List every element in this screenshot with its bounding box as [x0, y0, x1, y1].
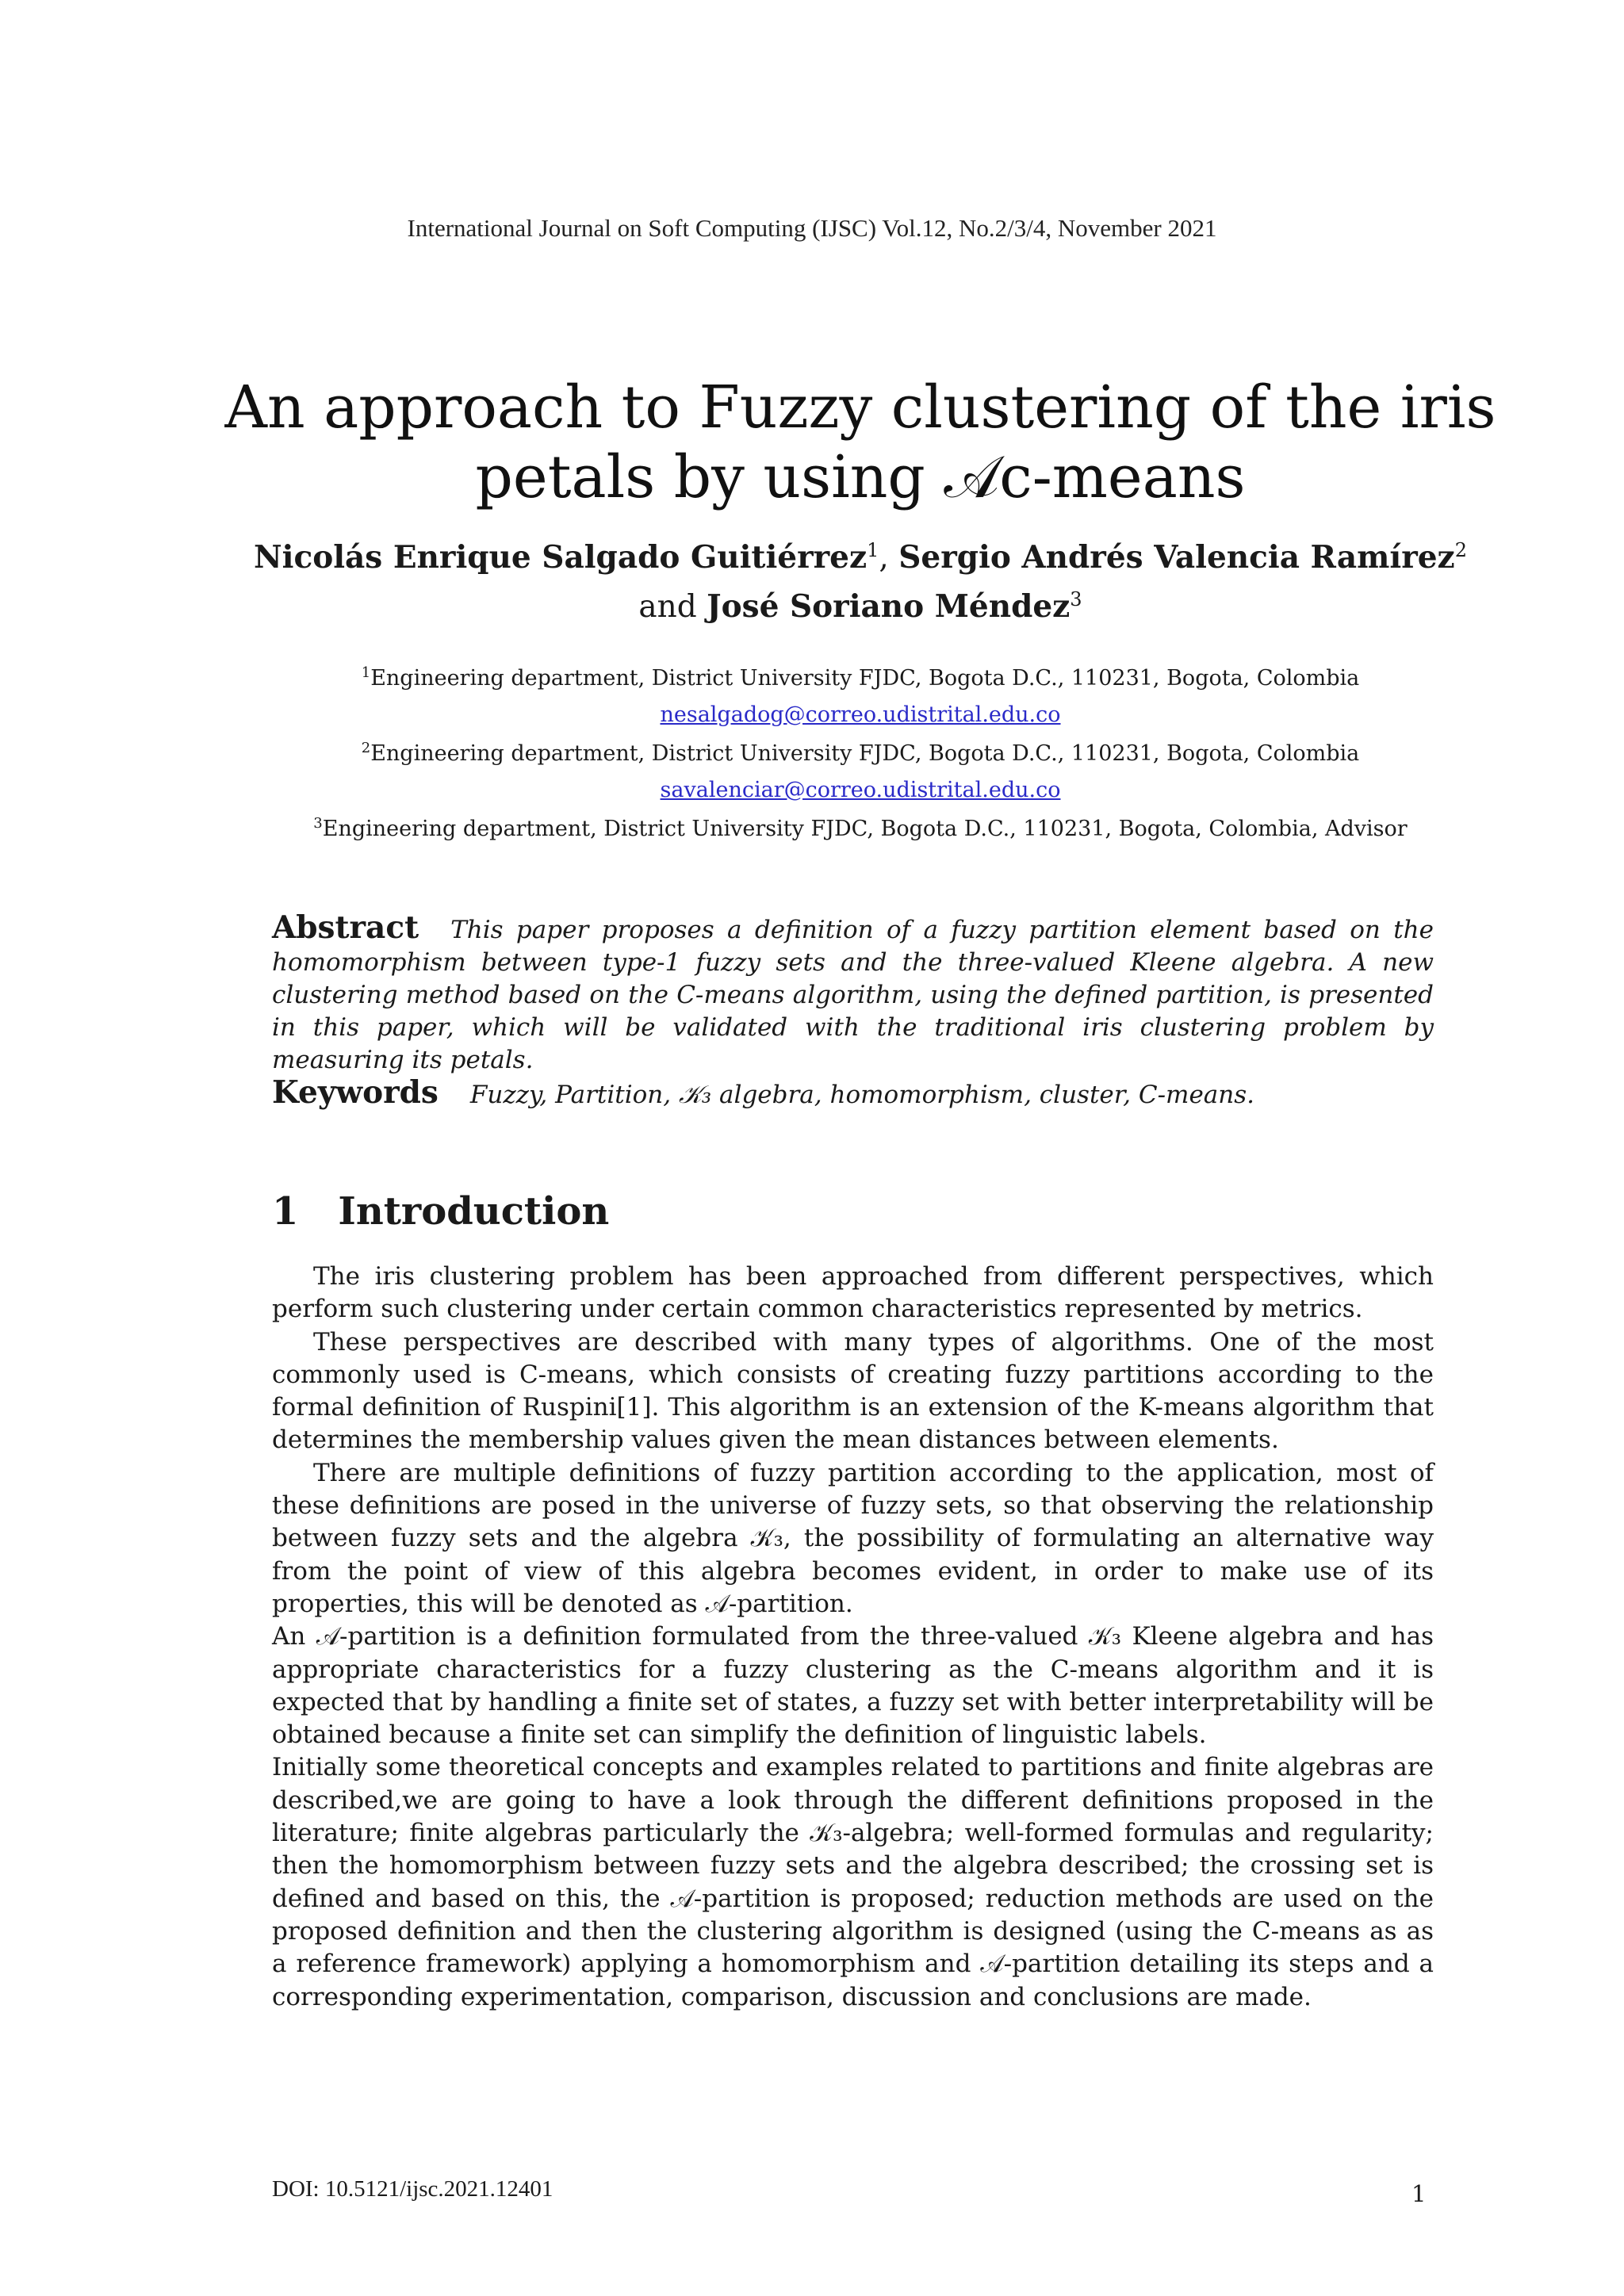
paragraph: The iris clustering problem has been approached from different perspectives, which perform such clustering under certain common characteristics represented by metrics.: [272, 1262, 1434, 1324]
author-1: Nicolás Enrique Salgado Guitiérrez: [254, 539, 868, 576]
abstract-text: This paper proposes a definition of a fuzzy partition element based on the homomorphism between type-1 fuzzy sets and the three-valued Kleene algebra. A new clustering method based on the C-means algorithm, using the defined partition, is presented in this paper, which will be validated with the traditional iris clustering problem by measuring its petals.: [272, 916, 1434, 1074]
section-number: 1: [272, 1189, 299, 1234]
affiliation-2-text: Engineering department, District University FJDC, Bogota D.C., 110231, Bogota, Colombia: [370, 741, 1360, 766]
affiliation-1-text: Engineering department, District University FJDC, Bogota D.C., 110231, Bogota, Colombia: [370, 666, 1360, 691]
body-text: [272, 1261, 1434, 2014]
abstract-label: Abstract: [272, 909, 419, 946]
affiliation-3: [159, 815, 1562, 841]
paragraph: There are multiple definitions of fuzzy partition according to the application, most of these definitions are posed in the universe of fuzzy sets, so that observing the relationship between fuzzy sets and the algebra 𝒦₃, the possibility of formulating an alternative way from the point of view of this algebra becomes evident, in order to make use of its properties, this will be denoted as 𝒜-partition.: [272, 1458, 1434, 1618]
author-list: [159, 530, 1562, 628]
email-1[interactable]: [159, 702, 1562, 727]
affiliation-3-sup: 3: [313, 815, 323, 832]
author-3: José Soriano Méndez: [707, 588, 1071, 625]
keywords-label: Keywords: [272, 1074, 439, 1111]
author-and: and: [638, 589, 707, 625]
email-2[interactable]: [159, 778, 1562, 802]
keywords: [272, 1074, 1434, 1111]
author-2-sup: 2: [1454, 539, 1467, 561]
section-title: Introduction: [338, 1189, 610, 1234]
keywords-text: Fuzzy, Partition, 𝒦₃ algebra, homomorphism, cluster, C-means.: [469, 1081, 1255, 1109]
abstract: [272, 909, 1434, 1077]
paragraph: These perspectives are described with many types of algorithms. One of the most commonly used is C-means, which consists of creating fuzzy partitions according to the formal definition of Ruspini[1]. This algorithm is an extension of the K-means algorithm that determines the membership values given the mean distances between elements.: [272, 1327, 1434, 1455]
paragraph: An 𝒜-partition is a definition formulated from the three-valued 𝒦₃ Kleene algebra and has appropriate characteristics for a fuzzy clustering as the C-means algorithm and it is expected that by handling a finite set of states, a fuzzy set with better interpretability will be obtained because a finite set can simplify the definition of linguistic labels.: [272, 1622, 1434, 1750]
title-line-2: petals by using 𝒜c-means: [475, 443, 1246, 511]
author-separator: ,: [879, 540, 899, 576]
paper-title: [159, 373, 1562, 512]
email-2-link[interactable]: savalenciar@correo.udistrital.edu.co: [660, 778, 1061, 802]
title-line-1: An approach to Fuzzy clustering of the iris: [224, 373, 1496, 442]
section-heading: [272, 1189, 609, 1234]
affiliation-2: [159, 740, 1562, 766]
paragraph: Initially some theoretical concepts and examples related to partitions and finite algebras are described,we are going to have a look through the different definitions proposed in the literature; finite algebras particularly the 𝒦₃-algebra; well-formed formulas and regularity; then the homomorphism between fuzzy sets and the algebra described; the crossing set is defined and based on this, the 𝒜-partition is proposed; reduction methods are used on the proposed definition and then the clustering algorithm is designed (using the C-means as as a reference framework) applying a homomorphism and 𝒜-partition detailing its steps and a corresponding experimentation, comparison, discussion and conclusions are made.: [272, 1753, 1434, 2011]
email-1-link[interactable]: nesalgadog@correo.udistrital.edu.co: [660, 702, 1061, 727]
affiliation-3-text: Engineering department, District University FJDC, Bogota D.C., 110231, Bogota, Colombia, Advisor: [322, 817, 1408, 841]
footer-doi: DOI: 10.5121/ijsc.2021.12401: [272, 2176, 553, 2202]
journal-header: International Journal on Soft Computing (IJSC) Vol.12, No.2/3/4, November 2021: [407, 214, 1217, 242]
page-number: 1: [1411, 2180, 1427, 2207]
affiliation-1-sup: 1: [361, 664, 371, 681]
author-3-sup: 3: [1070, 588, 1082, 610]
affiliation-1: [159, 664, 1562, 691]
affiliation-2-sup: 2: [361, 740, 371, 756]
author-1-sup: 1: [867, 539, 879, 561]
author-2: Sergio Andrés Valencia Ramírez: [898, 539, 1455, 576]
